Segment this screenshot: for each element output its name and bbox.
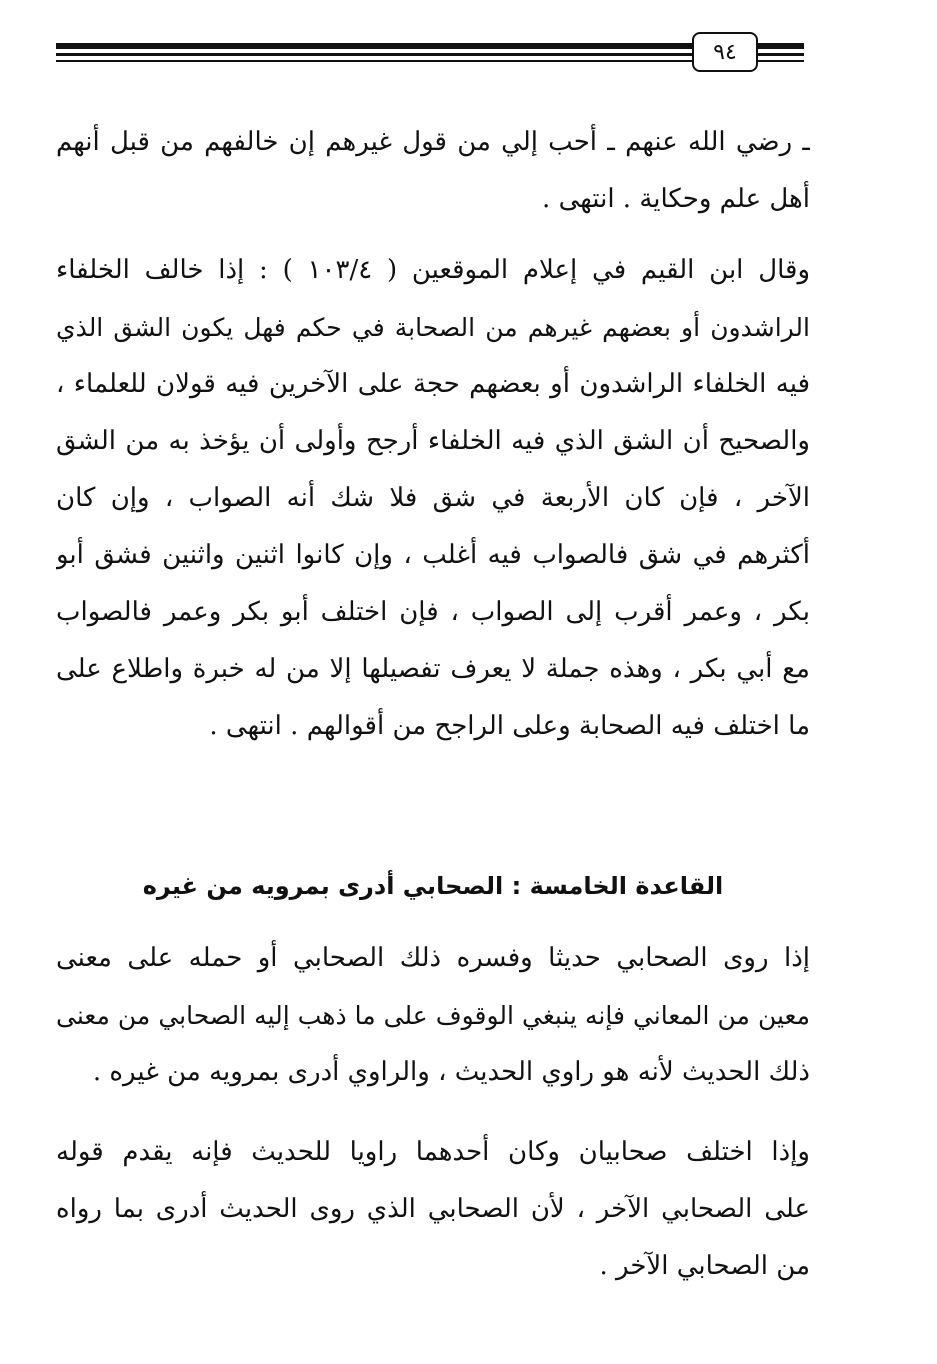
paragraph-4-line: على الصحابي الآخر ، لأن الصحابي الذي روى الحديث أدرى بما رواه (56, 1194, 810, 1224)
paragraph-2-line: فيه الخلفاء الراشدون أو بعضهم حجة على الآخرين فيه قولان للعلماء ، (56, 369, 810, 399)
paragraph-2-line: ما اختلف فيه الصحابة وعلى الراجح من أقوالهم . انتهى . (209, 711, 810, 741)
paragraph-3-line: ذلك الحديث لأنه هو راوي الحديث ، والراوي أدرى بمرويه من غيره . (92, 1057, 810, 1087)
paragraph-2-line: الراشدون أو بعضهم غيرهم من الصحابة في حكم فهل يكون الشق الذي (56, 313, 810, 342)
page-number: ٩٤ (692, 32, 758, 72)
paragraph-2-line: الآخر ، فإن كان الأربعة في شق فلا شك أنه الصواب ، وإن كان (56, 483, 810, 513)
paragraph-3 (56, 930, 810, 1101)
paragraph-3-line: معين من المعاني فإنه ينبغي الوقوف على ما ذهب إليه الصحابي من معنى (56, 1001, 810, 1030)
paragraph-2-line: أكثرهم في شق فالصواب فيه أغلب ، وإن كانوا اثنين واثنين فشق أبو (56, 540, 810, 570)
paragraph-2-line: مع أبي بكر ، وهذه جملة لا يعرف تفصيلها إلا من له خبرة واطلاع على (56, 654, 810, 684)
paragraph-1-line: ـ رضي الله عنهم ـ أحب إلي من قول غيرهم إن خالفهم من قبل أنهم (56, 127, 810, 157)
page-header (56, 30, 804, 74)
heading-title: الصحابي أدرى بمرويه من غيره (142, 872, 504, 900)
paragraph-2-line: والصحيح أن الشق الذي فيه الخلفاء أرجح وأولى أن يؤخذ به من الشق (56, 426, 810, 456)
paragraph-3-line: إذا روى الصحابي حديثا وفسره ذلك الصحابي أو حمله على معنى (56, 943, 810, 973)
paragraph-4-line: وإذا اختلف صحابيان وكان أحدهما راويا للحديث فإنه يقدم قوله (56, 1137, 810, 1167)
paragraph-1 (56, 114, 810, 228)
paragraph-2-line: بكر ، وعمر أقرب إلى الصواب ، فإن اختلف أبو بكر وعمر فالصواب (56, 597, 810, 627)
paragraph-4 (56, 1124, 810, 1295)
section-heading (56, 862, 810, 910)
paragraph-1-line: أهل علم وحكاية . انتهى . (542, 184, 810, 214)
paragraph-4-line: من الصحابي الآخر . (599, 1251, 810, 1281)
paragraph-2 (56, 242, 810, 755)
paragraph-2-line: وقال ابن القيم في إعلام الموقعين ( ١٠٣/٤ ) : إذا خالف الخلفاء (56, 255, 810, 285)
heading-rule-number: القاعدة الخامسة : (511, 872, 724, 900)
